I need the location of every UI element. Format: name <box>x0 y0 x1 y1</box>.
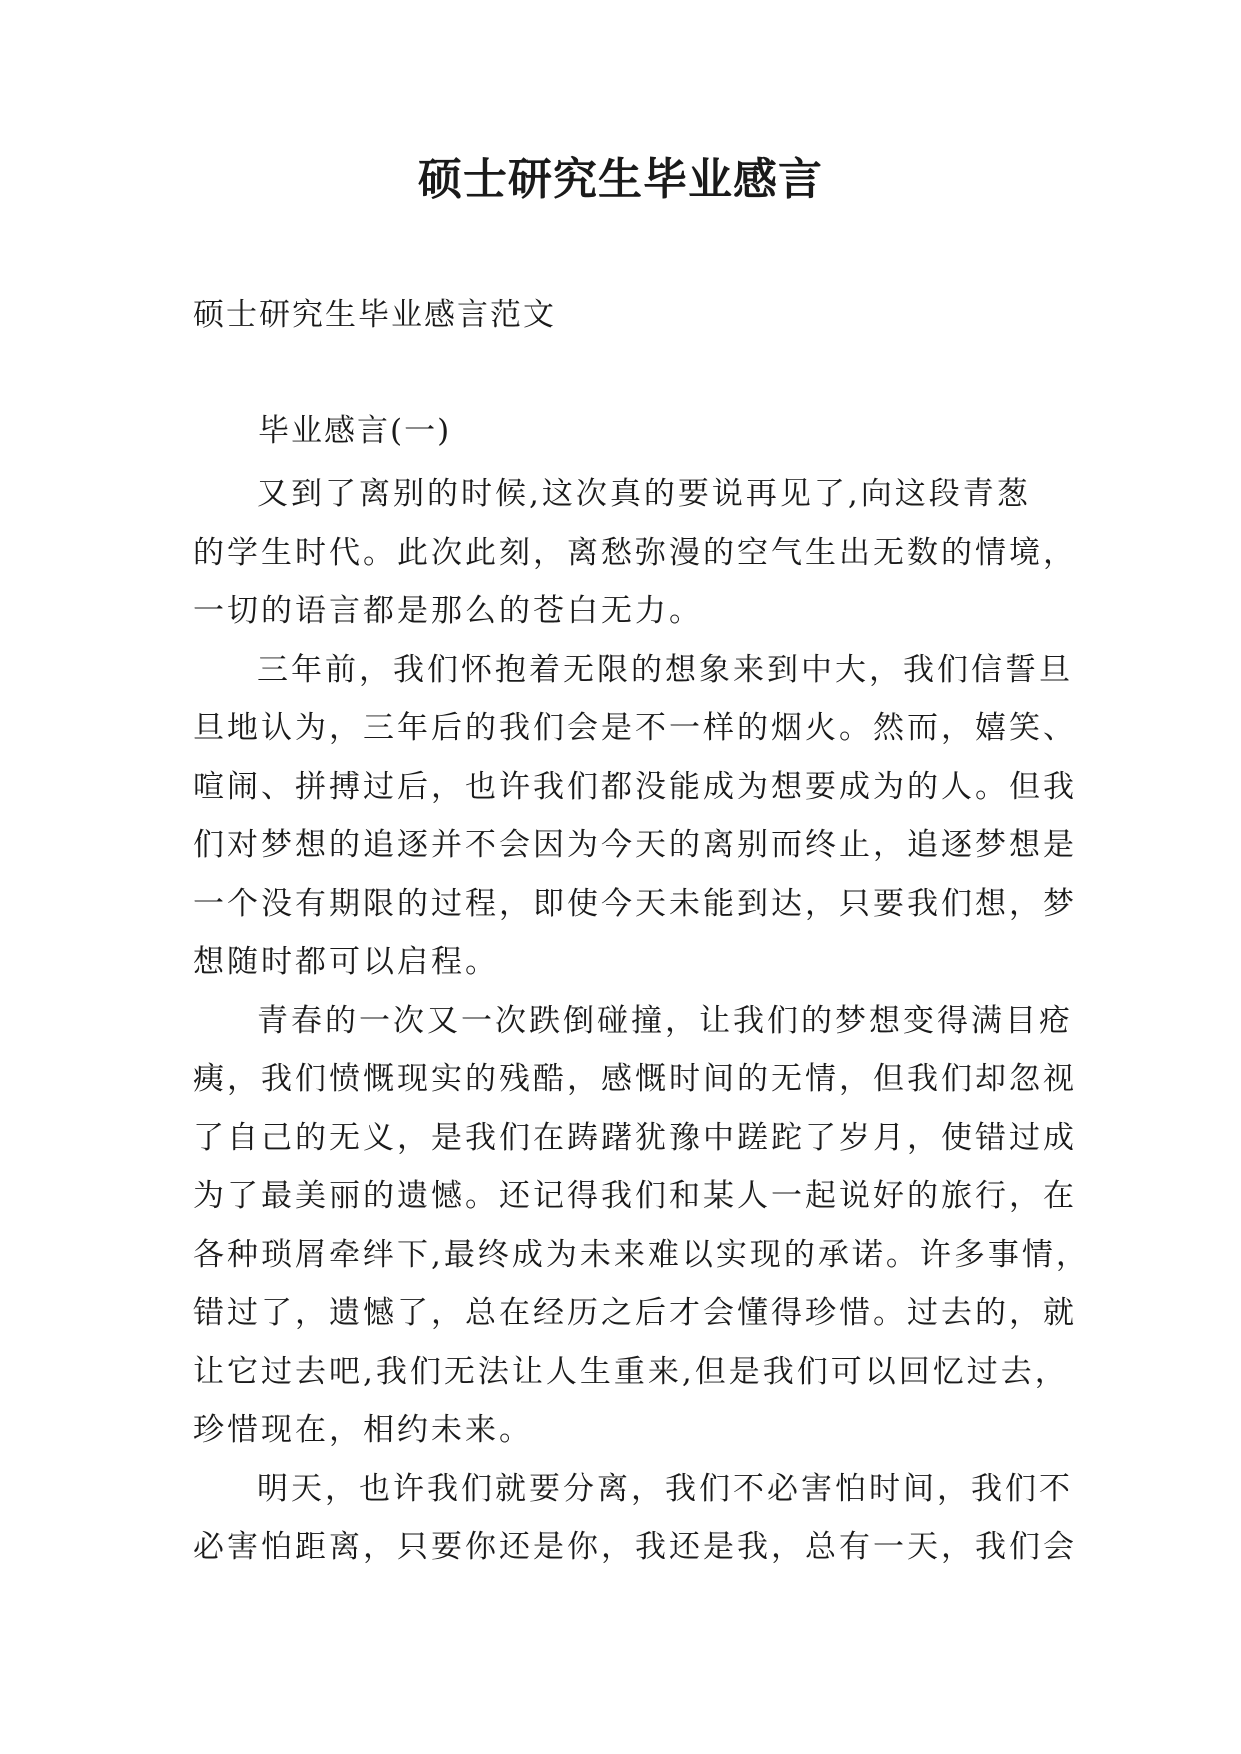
paragraph <box>193 992 1090 1460</box>
paragraph-line: 了自己的无义，是我们在踌躇犹豫中蹉跎了岁月，使错过成 <box>193 1119 1077 1156</box>
paragraph-line: 又到了离别的时候,这次真的要说再见了,向这段青葱 <box>257 476 1031 512</box>
document-subtitle: 硕士研究生毕业感言范文 <box>193 297 556 333</box>
paragraph-line: 们对梦想的追逐并不会因为今天的离别而终止，追逐梦想是 <box>193 827 1077 863</box>
paragraph <box>193 1460 1077 1577</box>
paragraph-line: 痍，我们愤慨现实的残酷，感慨时间的无情，但我们却忽视 <box>193 1061 1077 1097</box>
paragraph-line: 各种琐屑牵绊下,最终成为未来难以实现的承诺。许多事情， <box>193 1236 1090 1273</box>
paragraph-line: 明天，也许我们就要分离，我们不必害怕时间，我们不 <box>257 1470 1073 1507</box>
paragraph-line: 一切的语言都是那么的苍白无力。 <box>193 593 703 629</box>
paragraph-line: 为了最美丽的遗憾。还记得我们和某人一起说好的旅行，在 <box>193 1178 1077 1214</box>
paragraph-line: 珍惜现在，相约未来。 <box>193 1412 533 1448</box>
paragraph-line: 让它过去吧,我们无法让人生重来,但是我们可以回忆过去， <box>193 1353 1069 1390</box>
paragraph <box>193 465 1077 641</box>
paragraph-line: 错过了，遗憾了，总在经历之后才会懂得珍惜。过去的，就 <box>193 1295 1077 1331</box>
paragraph <box>193 641 1077 992</box>
section-heading: 毕业感言(一) <box>258 413 452 449</box>
paragraph-line: 喧闹、拼搏过后，也许我们都没能成为想要成为的人。但我 <box>193 768 1077 805</box>
paragraph-line: 一个没有期限的过程，即使今天未能到达，只要我们想，梦 <box>193 885 1077 922</box>
paragraph-line: 想随时都可以启程。 <box>193 944 499 980</box>
paragraph-line: 必害怕距离，只要你还是你，我还是我，总有一天，我们会 <box>193 1529 1077 1565</box>
paragraph-line: 的学生时代。此次此刻，离愁弥漫的空气生出无数的情境， <box>193 534 1077 571</box>
body-text <box>193 465 1090 1577</box>
paragraph-line: 三年前，我们怀抱着无限的想象来到中大，我们信誓旦 <box>257 651 1073 688</box>
paragraph-line: 旦地认为，三年后的我们会是不一样的烟火。然而，嬉笑、 <box>193 710 1077 746</box>
document-title: 硕士研究生毕业感言 <box>418 154 823 205</box>
paragraph-line: 青春的一次又一次跌倒碰撞，让我们的梦想变得满目疮 <box>257 1002 1073 1039</box>
